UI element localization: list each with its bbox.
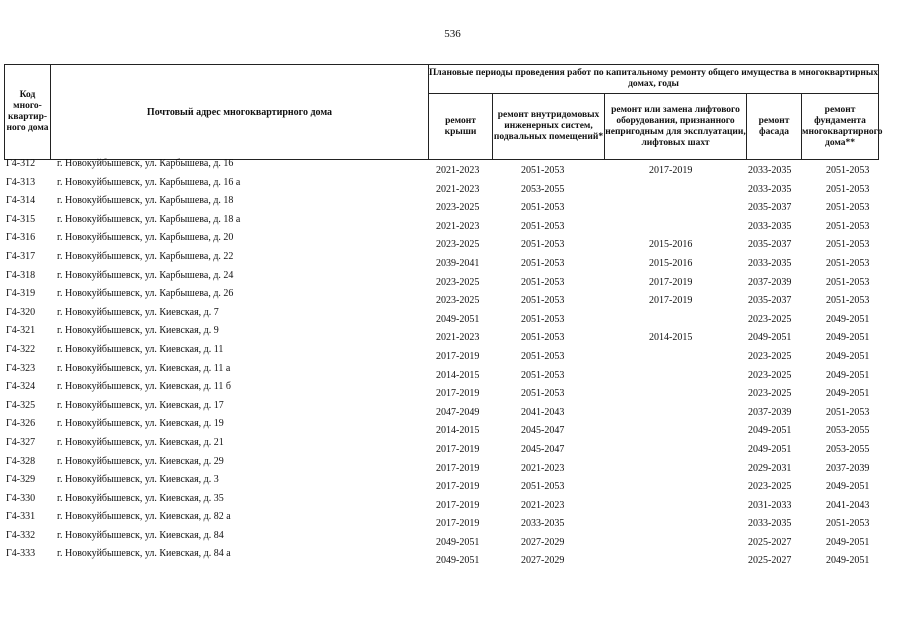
page-number: 536 [444,28,461,40]
cell-roof: 2023-2025 [436,202,480,214]
cell-roof: 2017-2019 [436,518,480,530]
column-header-facade: ремонт фасада [747,94,802,160]
table-row [0,399,905,418]
cell-foundation: 2049-2051 [826,388,870,400]
cell-foundation: 2049-2051 [826,313,870,325]
cell-address: г. Новокуйбышевск, ул. Карбышева, д. 22 [57,250,234,262]
cell-foundation: 2049-2051 [826,536,870,548]
cell-systems: 2051-2053 [521,350,565,362]
table-row [0,231,905,250]
cell-foundation: 2051-2053 [826,165,870,176]
cell-systems: 2051-2053 [521,239,565,251]
cell-roof: 2039-2041 [436,257,480,269]
cell-code: Г4-322 [6,343,36,355]
cell-systems: 2045-2047 [521,425,565,437]
cell-foundation: 2051-2053 [826,257,870,269]
cell-facade: 2033-2035 [748,220,792,232]
cell-facade: 2035-2037 [748,295,792,307]
cell-systems: 2021-2023 [521,462,565,474]
cell-systems: 2051-2053 [521,369,565,381]
cell-address: г. Новокуйбышевск, ул. Карбышева, д. 26 [57,288,234,300]
cell-address: г. Новокуйбышевск, ул. Киевская, д. 84 а [57,548,231,560]
cell-foundation: 2049-2051 [826,369,870,381]
cell-foundation: 2051-2053 [826,220,870,232]
cell-facade: 2033-2035 [748,183,792,195]
cell-facade: 2023-2025 [748,313,792,325]
cell-foundation: 2051-2053 [826,183,870,195]
cell-roof: 2017-2019 [436,462,480,474]
cell-code: Г4-314 [6,195,36,207]
cell-address: г. Новокуйбышевск, ул. Киевская, д. 9 [57,325,219,337]
column-header-roof: ремонт крыши [429,94,493,160]
cell-roof: 2014-2015 [436,425,480,437]
column-header-systems: ремонт внутридомовых инженерных систем, подвальных помещений* [493,94,605,160]
cell-systems: 2045-2047 [521,443,565,455]
cell-facade: 2049-2051 [748,425,792,437]
cell-foundation: 2049-2051 [826,332,870,344]
cell-foundation: 2051-2053 [826,276,870,288]
cell-roof: 2021-2023 [436,183,480,195]
cell-roof: 2021-2023 [436,332,480,344]
cell-address: г. Новокуйбышевск, ул. Киевская, д. 29 [57,455,224,467]
table-row [0,306,905,325]
cell-facade: 2023-2025 [748,350,792,362]
cell-code: Г4-320 [6,306,36,318]
table-row [0,473,905,492]
cell-address: г. Новокуйбышевск, ул. Киевская, д. 3 [57,474,219,486]
cell-code: Г4-330 [6,492,36,504]
cell-roof: 2017-2019 [436,481,480,493]
cell-roof: 2047-2049 [436,406,480,418]
cell-roof: 2021-2023 [436,165,480,176]
cell-roof: 2023-2025 [436,295,480,307]
cell-facade: 2049-2051 [748,332,792,344]
table-row [0,529,905,548]
cell-code: Г4-327 [6,436,36,448]
cell-code: Г4-317 [6,250,36,262]
table-row [0,510,905,529]
cell-systems: 2051-2053 [521,202,565,214]
cell-roof: 2014-2015 [436,369,480,381]
cell-code: Г4-313 [6,176,36,188]
cell-lift: 2015-2016 [649,257,693,269]
cell-facade: 2037-2039 [748,276,792,288]
cell-systems: 2021-2023 [521,499,565,511]
table-row [0,213,905,232]
cell-systems: 2051-2053 [521,220,565,232]
cell-address: г. Новокуйбышевск, ул. Киевская, д. 21 [57,436,224,448]
cell-address: г. Новокуйбышевск, ул. Киевская, д. 35 [57,492,224,504]
cell-address: г. Новокуйбышевск, ул. Киевская, д. 19 [57,418,224,430]
cell-address: г. Новокуйбышевск, ул. Карбышева, д. 20 [57,232,234,244]
cell-systems: 2051-2053 [521,165,565,176]
cell-facade: 2025-2027 [748,555,792,567]
cell-facade: 2035-2037 [748,239,792,251]
cell-systems: 2027-2029 [521,536,565,548]
table-header [4,64,883,160]
column-header-code: Код много-квартир-ного дома [5,65,51,160]
cell-foundation: 2053-2055 [826,425,870,437]
cell-systems: 2051-2053 [521,313,565,325]
cell-code: Г4-331 [6,511,36,523]
cell-facade: 2031-2033 [748,499,792,511]
table-row [0,436,905,455]
cell-foundation: 2049-2051 [826,350,870,362]
table-row [0,343,905,362]
cell-foundation: 2041-2043 [826,499,870,511]
cell-code: Г4-325 [6,399,36,411]
cell-facade: 2033-2035 [748,257,792,269]
cell-code: Г4-323 [6,362,36,374]
cell-address: г. Новокуйбышевск, ул. Карбышева, д. 18 а [57,213,241,225]
cell-systems: 2051-2053 [521,388,565,400]
cell-foundation: 2051-2053 [826,295,870,307]
cell-code: Г4-332 [6,529,36,541]
cell-foundation: 2049-2051 [826,481,870,493]
cell-foundation: 2051-2053 [826,202,870,214]
cell-facade: 2035-2037 [748,202,792,214]
column-header-lift: ремонт или замена лифтового оборудования, признанного непригодным для эксплуатации, лифтовых шахт [605,94,747,160]
table-row [0,380,905,399]
cell-foundation: 2051-2053 [826,406,870,418]
cell-roof: 2023-2025 [436,276,480,288]
cell-lift: 2014-2015 [649,332,693,344]
column-group-header: Плановые периоды проведения работ по капитальному ремонту общего имущества в многоквартирных домах, годы [429,65,879,94]
cell-systems: 2027-2029 [521,555,565,567]
cell-facade: 2037-2039 [748,406,792,418]
cell-systems: 2033-2035 [521,518,565,530]
cell-facade: 2025-2027 [748,536,792,548]
cell-address: г. Новокуйбышевск, ул. Киевская, д. 11 б [57,381,231,393]
cell-foundation: 2049-2051 [826,555,870,567]
cell-address: г. Новокуйбышевск, ул. Киевская, д. 84 [57,529,224,541]
cell-lift: 2017-2019 [649,165,693,176]
cell-lift: 2017-2019 [649,295,693,307]
column-header-address: Почтовый адрес многоквартирного дома [51,65,429,160]
cell-facade: 2023-2025 [748,481,792,493]
cell-address: г. Новокуйбышевск, ул. Киевская, д. 7 [57,306,219,318]
table-row [0,324,905,343]
cell-code: Г4-328 [6,455,36,467]
cell-roof: 2049-2051 [436,536,480,548]
cell-roof: 2021-2023 [436,220,480,232]
table-row [0,250,905,269]
cell-lift: 2015-2016 [649,239,693,251]
cell-systems: 2051-2053 [521,257,565,269]
cell-foundation: 2051-2053 [826,239,870,251]
table-row [0,362,905,381]
cell-code: Г4-324 [6,381,36,393]
cell-address: г. Новокуйбышевск, ул. Карбышева, д. 18 [57,195,234,207]
cell-code: Г4-329 [6,474,36,486]
table-body [0,157,905,566]
table-row [0,194,905,213]
cell-systems: 2051-2053 [521,295,565,307]
table-row [0,417,905,436]
cell-roof: 2017-2019 [436,388,480,400]
cell-systems: 2053-2055 [521,183,565,195]
cell-foundation: 2053-2055 [826,443,870,455]
cell-systems: 2051-2053 [521,481,565,493]
cell-address: г. Новокуйбышевск, ул. Киевская, д. 11 [57,343,224,355]
table-row [0,269,905,288]
cell-code: Г4-316 [6,232,36,244]
cell-facade: 2029-2031 [748,462,792,474]
table-row [0,287,905,306]
cell-foundation: 2051-2053 [826,518,870,530]
cell-code: Г4-326 [6,418,36,430]
cell-roof: 2049-2051 [436,313,480,325]
cell-code: Г4-318 [6,269,36,281]
cell-facade: 2049-2051 [748,443,792,455]
column-header-foundation: ремонт фундамента многоквартирного дома** [802,94,879,160]
cell-systems: 2051-2053 [521,332,565,344]
table-row [0,157,905,176]
cell-facade: 2033-2035 [748,518,792,530]
table-row [0,547,905,566]
cell-facade: 2033-2035 [748,165,792,176]
cell-systems: 2041-2043 [521,406,565,418]
cell-roof: 2049-2051 [436,555,480,567]
cell-systems: 2051-2053 [521,276,565,288]
cell-address: г. Новокуйбышевск, ул. Киевская, д. 11 а [57,362,231,374]
cell-code: Г4-315 [6,213,36,225]
table-row [0,455,905,474]
cell-roof: 2017-2019 [436,350,480,362]
cell-roof: 2017-2019 [436,443,480,455]
table-row [0,176,905,195]
cell-roof: 2017-2019 [436,499,480,511]
cell-roof: 2023-2025 [436,239,480,251]
cell-code: Г4-333 [6,548,36,560]
cell-code: Г4-312 [6,158,36,169]
cell-address: г. Новокуйбышевск, ул. Карбышева, д. 24 [57,269,234,281]
cell-code: Г4-321 [6,325,36,337]
cell-address: г. Новокуйбышевск, ул. Киевская, д. 17 [57,399,224,411]
cell-facade: 2023-2025 [748,388,792,400]
cell-foundation: 2037-2039 [826,462,870,474]
cell-address: г. Новокуйбышевск, ул. Карбышева, д. 16 [57,158,234,169]
cell-code: Г4-319 [6,288,36,300]
cell-facade: 2023-2025 [748,369,792,381]
table-row [0,492,905,511]
cell-lift: 2017-2019 [649,276,693,288]
cell-address: г. Новокуйбышевск, ул. Карбышева, д. 16 а [57,176,241,188]
cell-address: г. Новокуйбышевск, ул. Киевская, д. 82 а [57,511,231,523]
